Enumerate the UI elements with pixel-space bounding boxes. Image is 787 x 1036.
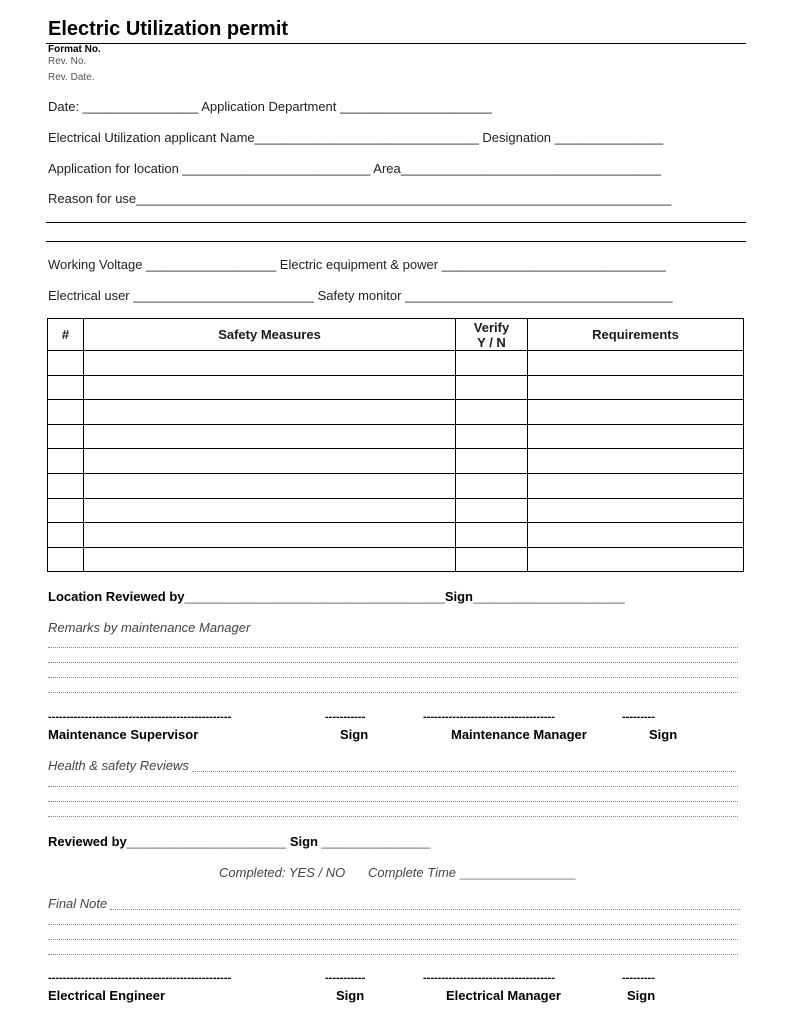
supervisor-sign-dashes: -------------------------------------------------- [48,711,232,723]
cell-verify[interactable] [456,449,528,474]
cell-verify[interactable] [456,400,528,425]
remarks-line-4[interactable] [48,692,738,693]
cell-requirement[interactable] [528,498,744,523]
remarks-line-3[interactable] [48,677,738,678]
remarks-line-2[interactable] [48,662,738,663]
reviewed-by-underline[interactable]: ______________________ [126,834,286,849]
electrical-manager-dashes: ------------------------------------ [423,972,555,984]
cell-number[interactable] [48,400,84,425]
electrical-engineer-label: Electrical Engineer [48,988,166,1003]
maintenance-supervisor-label: Maintenance Supervisor [48,727,199,742]
sign-b-dashes: --------- [622,711,655,723]
remarks-line-1[interactable] [48,647,738,648]
final-note-line-3[interactable] [48,939,738,940]
complete-time-label: Complete Time [368,865,457,880]
reason-line-2 [46,241,746,242]
rev-no-label: Rev. No. [48,56,87,67]
table-row [48,547,744,572]
cell-number[interactable] [48,473,84,498]
cell-requirement[interactable] [528,400,744,425]
table-row [48,375,744,400]
cell-number[interactable] [48,523,84,548]
location-sign-label: Sign [444,589,473,604]
health-safety-label: Health & safety Reviews [48,758,189,773]
cell-measure[interactable] [84,351,456,376]
supervisor-sign-label: Sign [340,727,369,742]
cell-verify[interactable] [456,523,528,548]
table-row [48,424,744,449]
table-row [48,351,744,376]
maintenance-manager-label: Maintenance Manager [451,727,587,742]
reviewed-sign-underline[interactable]: _______________ [318,834,431,849]
cell-measure[interactable] [84,400,456,425]
cell-requirement[interactable] [528,473,744,498]
cell-requirement[interactable] [528,547,744,572]
user-monitor-field[interactable]: Electrical user _________________________ Safety monitor _____________________________________ [48,288,673,303]
cell-measure[interactable] [84,375,456,400]
electrical-manager-label: Electrical Manager [446,988,561,1003]
cell-number[interactable] [48,498,84,523]
rev-date-label: Rev. Date. [48,72,95,83]
location-sign-underline[interactable]: _____________________ [473,589,625,604]
location-reviewed-line[interactable] [48,589,625,604]
final-note-line-1[interactable] [110,909,740,910]
engineer-sign-label: Sign [336,988,365,1003]
reviewed-by-label: Reviewed by [48,834,127,849]
col-safety-measures: Safety Measures [84,319,456,351]
cell-number[interactable] [48,547,84,572]
location-reviewed-label: Location Reviewed by [48,589,185,604]
cell-measure[interactable] [84,498,456,523]
table-row [48,498,744,523]
date-department-field[interactable]: Date: ________________ Application Department _____________________ [48,99,492,114]
cell-measure[interactable] [84,523,456,548]
engineer-sign-dashes: -------------------------------------------------- [48,972,232,984]
cell-measure[interactable] [84,547,456,572]
reviewed-by-line[interactable] [48,834,430,849]
final-note-line-2[interactable] [48,924,738,925]
voltage-equipment-field[interactable]: Working Voltage __________________ Electric equipment & power _______________________________ [48,257,666,272]
cell-measure[interactable] [84,424,456,449]
health-line-4[interactable] [48,816,738,817]
health-line-1[interactable] [192,771,736,772]
reason-line-1 [46,222,746,223]
applicant-designation-field[interactable]: Electrical Utilization applicant Name_______________________________ Designation _______________ [48,130,664,145]
remarks-label: Remarks by maintenance Manager [48,620,251,635]
safety-measures-table [47,318,744,572]
table-row [48,449,744,474]
col-requirements: Requirements [528,319,744,351]
format-no-label: Format No. [48,44,101,55]
manager-sign-label: Sign [649,727,678,742]
electrical-manager-sign-label: Sign [627,988,656,1003]
final-note-label: Final Note [48,896,108,911]
cell-measure[interactable] [84,473,456,498]
cell-number[interactable] [48,449,84,474]
cell-number[interactable] [48,375,84,400]
sign-c-dashes: ----------- [325,972,366,984]
cell-verify[interactable] [456,424,528,449]
cell-verify[interactable] [456,375,528,400]
col-number: # [48,319,84,351]
final-note-line-4[interactable] [48,954,738,955]
health-line-2[interactable] [48,786,738,787]
cell-verify[interactable] [456,473,528,498]
cell-requirement[interactable] [528,375,744,400]
yn-label: Y / N [477,334,506,350]
table-row [48,523,744,548]
complete-time-line[interactable] [368,865,575,880]
cell-number[interactable] [48,351,84,376]
reason-field[interactable]: Reason for use__________________________________________________________________________ [48,191,672,206]
cell-requirement[interactable] [528,523,744,548]
title-divider [46,43,746,44]
cell-requirement[interactable] [528,424,744,449]
cell-number[interactable] [48,424,84,449]
cell-measure[interactable] [84,449,456,474]
cell-requirement[interactable] [528,351,744,376]
sign-d-dashes: --------- [622,972,655,984]
col-verify [456,319,528,351]
health-line-3[interactable] [48,801,738,802]
table-header-row [48,319,744,351]
cell-requirement[interactable] [528,449,744,474]
table-row [48,400,744,425]
sign-a-dashes: ----------- [325,711,366,723]
completed-yes-no[interactable]: Completed: YES / NO [219,865,346,880]
cell-verify[interactable] [456,498,528,523]
table-row [48,473,744,498]
location-area-field[interactable]: Application for location __________________________ Area____________________________________ [48,161,662,176]
cell-verify[interactable] [456,547,528,572]
manager-sign-dashes: ------------------------------------ [423,711,555,723]
verify-label: Verify [473,319,510,335]
location-reviewed-underline[interactable]: ____________________________________ [184,589,445,604]
reviewed-sign-label: Sign [289,834,318,849]
cell-verify[interactable] [456,351,528,376]
complete-time-underline[interactable]: ________________ [456,865,576,880]
page-title: Electric Utilization permit [48,18,289,40]
